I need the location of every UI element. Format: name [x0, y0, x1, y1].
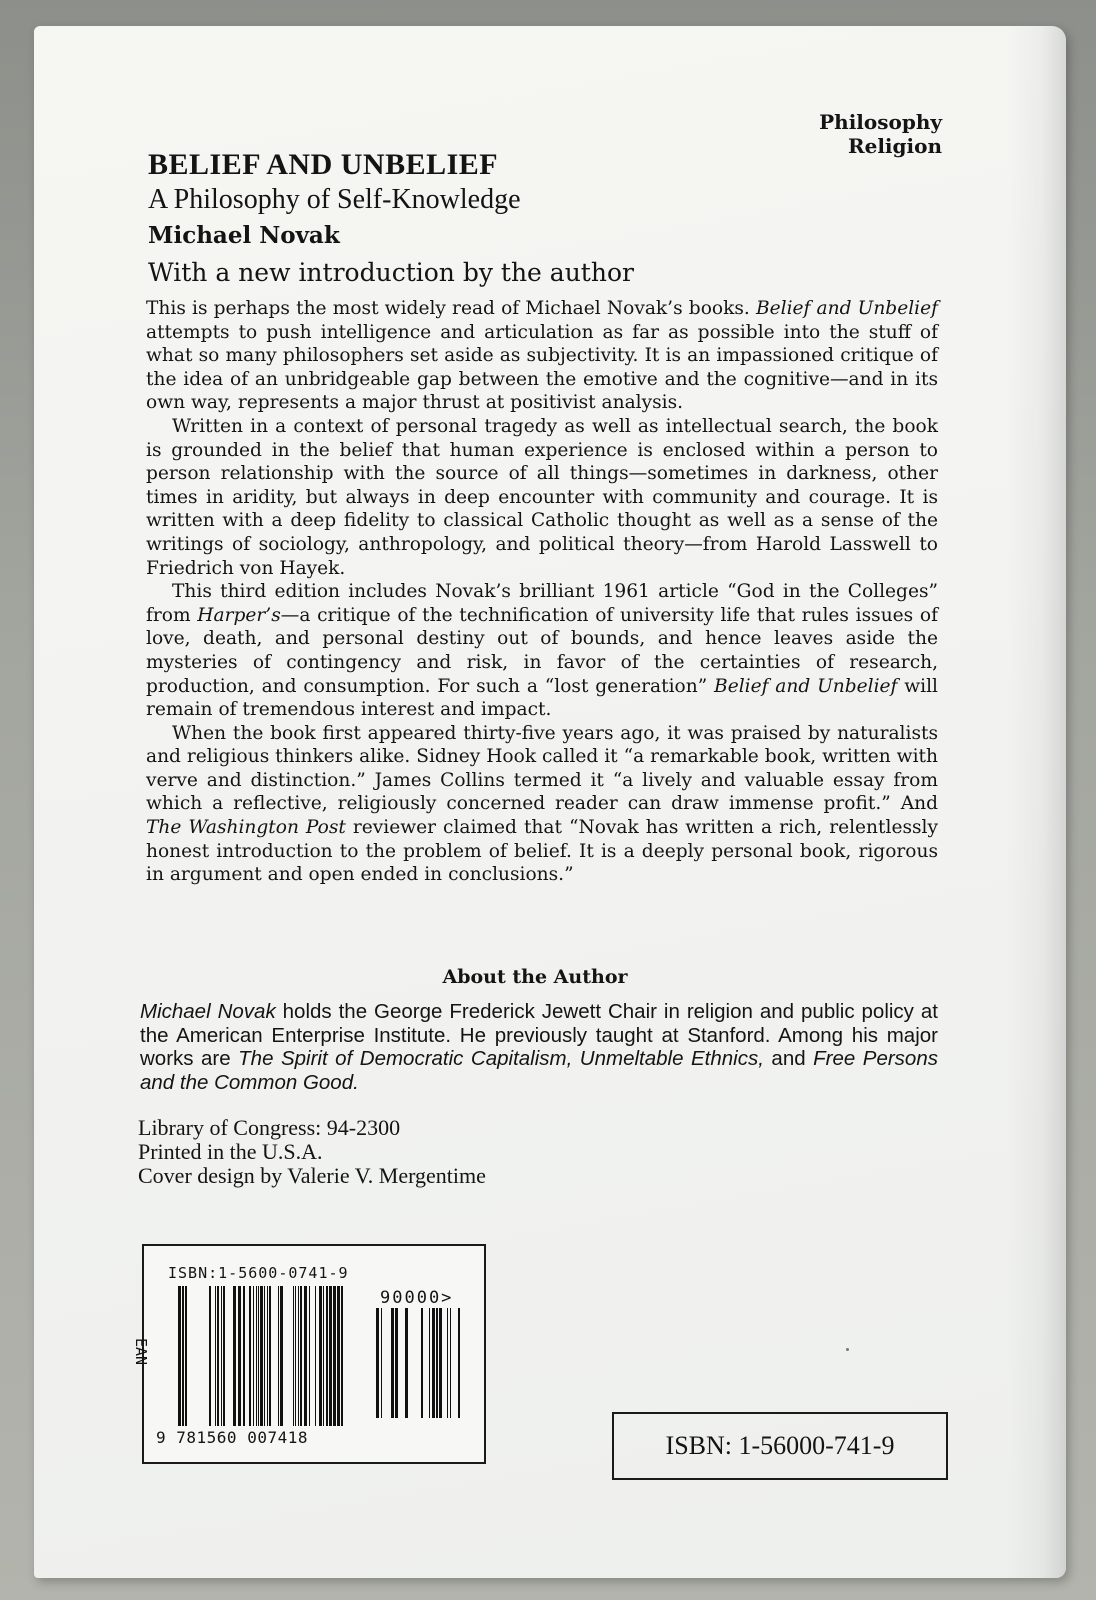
barcode-bar [233, 1286, 236, 1426]
barcode-bar [221, 1286, 222, 1426]
barcode-bar [264, 1286, 265, 1426]
barcode-bar [450, 1308, 451, 1418]
barcode-bar [439, 1308, 442, 1418]
book-subtitle: A Philosophy of Self-Knowledge [148, 184, 521, 215]
barcode-bar [337, 1286, 340, 1426]
barcode-bar [429, 1308, 430, 1418]
barcode-bar [293, 1286, 294, 1426]
description [146, 297, 938, 887]
barcode-bar [278, 1286, 279, 1426]
barcode-bar [326, 1286, 328, 1426]
barcode-bar [295, 1286, 296, 1426]
about-author-text: Michael Novak holds the George Frederick Jewett Chair in religion and public policy at the American Enterprise Institute. He previously taught at Stanford. Among his major works are The Spirit of Democratic Capitalism, Unmeltable Ethnics, and Free Persons and the Common Good. [140, 1000, 938, 1094]
page-edge-shadow [1006, 26, 1066, 1578]
barcode-bar [217, 1286, 219, 1426]
barcode-bar [376, 1308, 379, 1418]
barcode-bar [421, 1308, 423, 1418]
barcode-bar [304, 1286, 307, 1426]
barcode-bar [253, 1286, 254, 1426]
ean-barcode-bars [176, 1286, 346, 1426]
barcode-bar [280, 1286, 283, 1426]
barcode-bar [267, 1286, 268, 1426]
barcode-bar [209, 1286, 211, 1426]
barcode-bar [182, 1286, 184, 1426]
barcode-bar [447, 1308, 448, 1418]
barcode-bar [215, 1286, 216, 1426]
barcode-bar [256, 1286, 257, 1426]
barcode-bar [458, 1308, 460, 1418]
ean-label: EAN [132, 1338, 150, 1366]
barcode-bar [238, 1286, 241, 1426]
addon-barcode-bars [374, 1308, 462, 1418]
barcode-bar [300, 1286, 302, 1426]
price-addon-digits: 90000> [380, 1288, 454, 1308]
barcode-bar [258, 1286, 259, 1426]
barcode-bar [329, 1286, 332, 1426]
barcode-bar [381, 1308, 382, 1418]
category-religion: Religion [847, 134, 942, 158]
barcode-bar [432, 1308, 435, 1418]
barcode-bar [395, 1308, 398, 1418]
cover-design-credit: Cover design by Valerie V. Mergentime [138, 1163, 486, 1188]
barcode-bar [319, 1286, 322, 1426]
book-author: Michael Novak [148, 222, 340, 249]
speck [846, 1348, 849, 1351]
barcode-bar [223, 1286, 225, 1426]
barcode-bar [315, 1286, 316, 1426]
description-paragraph: This is perhaps the most widely read of Michael Novak’s books. Belief and Unbelief attempts to push intelligence and articulation as far as possible into the stuff of what so many philosophers set aside as subjectivity. It is an impassioned critique of the idea of an unbridgeable gap between the emotive and the cognitive—and in its own way, represents a major thrust at positivist analysis. [146, 298, 938, 414]
barcode-bar [185, 1286, 187, 1426]
barcode-bar [391, 1308, 394, 1418]
barcode-bar [309, 1286, 310, 1426]
barcode-bar [436, 1308, 438, 1418]
barcode-bar [323, 1286, 324, 1426]
book-back-cover [34, 26, 1066, 1578]
printed-in: Printed in the U.S.A. [138, 1139, 323, 1164]
barcode-isbn-label: ISBN:1-5600-0741-9 [168, 1264, 349, 1282]
description-paragraph: When the book first appeared thirty-five years ago, it was praised by naturalists and religious thinkers alike. Sidney Hook called it “a remarkable book, written with verve and distinction.” James Collins termed it “a lively and valuable essay from which a reflective, religiously concerned reader can draw immense profit.” And The Washington Post reviewer claimed that “Novak has written a rich, relentlessly honest introduction to the problem of belief. It is a deeply personal book, rigorous in argument and open ended in conclusions.” [146, 722, 938, 886]
barcode-bar [333, 1286, 336, 1426]
category-philosophy: Philosophy [819, 110, 942, 134]
description-paragraph: Written in a context of personal tragedy as well as intellectual search, the book is grounded in the belief that human experience is enclosed within a person to person relationship with the source of all things—sometimes in darkness, other times in aridity, but always in deep encounter with community and courage. It is written with a deep fidelity to classical Catholic thought as well as a sense of the writings of sociology, anthropology, and political theory—from Harold Lasswell to Friedrich von Hayek. [146, 415, 938, 579]
library-of-congress: Library of Congress: 94-2300 [138, 1115, 401, 1140]
colophon [138, 1116, 486, 1188]
barcode-bar [243, 1286, 245, 1426]
ean-digits: 9 781560 007418 [156, 1428, 308, 1447]
about-author-heading: About the Author [442, 966, 628, 988]
description-paragraph: This third edition includes Novak’s brilliant 1961 article “God in the Colleges” from Harper’s—a critique of the technification of university life that rules issues of love, death, and personal destiny out of bounds, and hence leaves aside the mysteries of contingency and risk, in favor of the certainties of research, production, and consumption. For such a “lost generation” Belief and Unbelief will remain of tremendous interest and impact. [146, 581, 938, 721]
barcode-bar [249, 1286, 251, 1426]
barcode-bar [178, 1286, 181, 1426]
isbn-box: ISBN: 1-56000-741-9 [612, 1412, 948, 1480]
barcode-bar [405, 1308, 408, 1418]
book-title: BELIEF AND UNBELIEF [148, 148, 499, 181]
intro-note: With a new introduction by the author [148, 258, 634, 287]
barcode-bar [260, 1286, 263, 1426]
barcode-bar [341, 1286, 343, 1426]
barcode-bar [269, 1286, 271, 1426]
category-label [819, 110, 942, 158]
barcode-bar [298, 1286, 299, 1426]
barcode [132, 1244, 486, 1464]
